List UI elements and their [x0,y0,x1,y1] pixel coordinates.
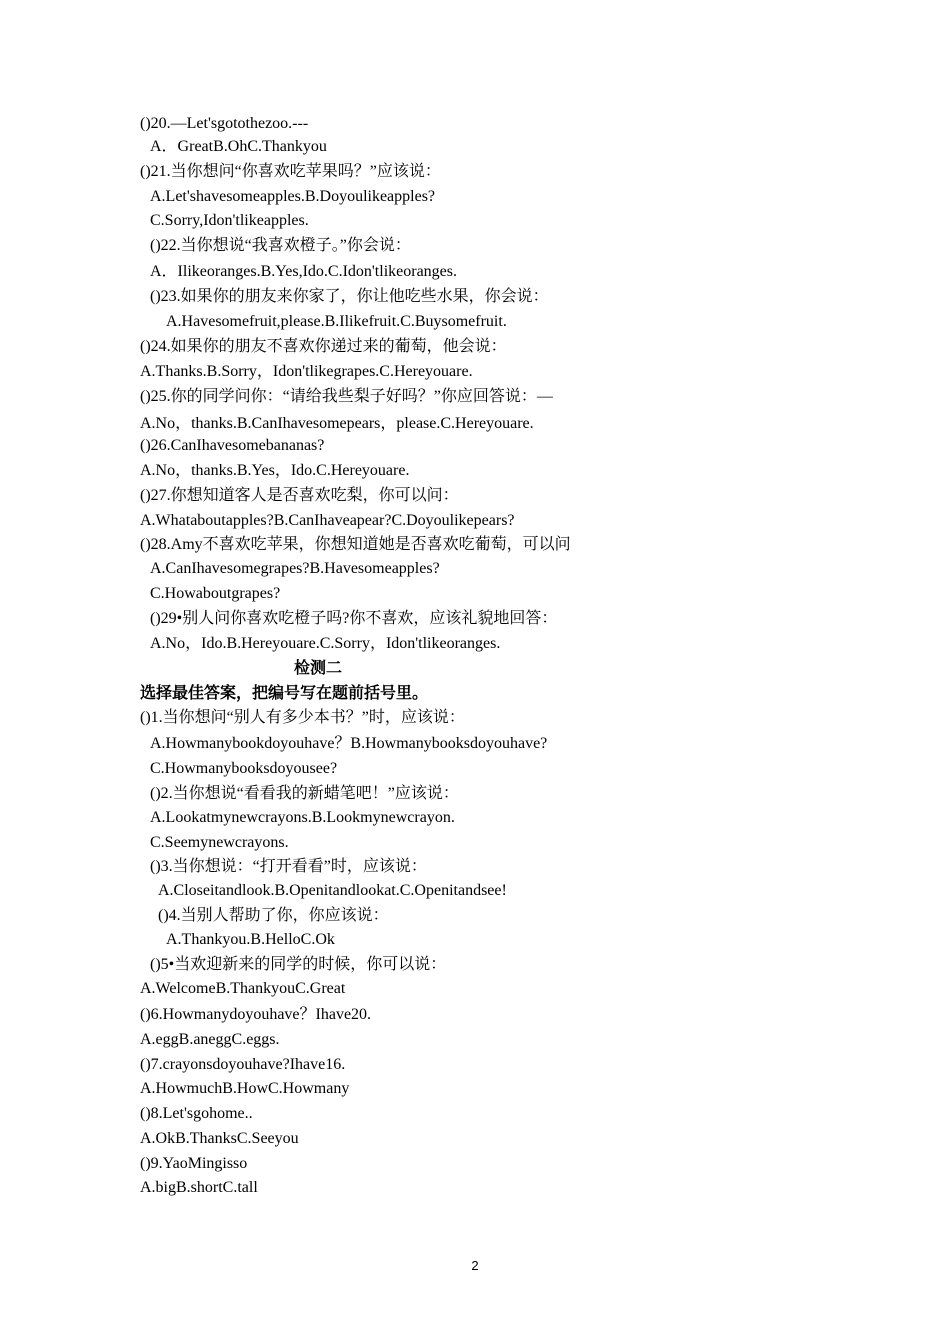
question-2: ()2.当你想说“看看我的新蜡笔吧！”应该说： [150,785,459,802]
question-22: ()22.当你想说“我喜欢橙子。”你会说： [150,237,411,254]
question-28: ()28.Amy不喜欢吃苹果，你想知道她是否喜欢吃葡萄，可以问 [140,536,571,553]
options-22: A．Ilikeoranges.B.Yes,Ido.C.Idon'tlikeoranges. [150,263,457,280]
question-26: ()26.CanIhavesomebananas? [140,437,325,454]
question-27: ()27.你想知道客人是否喜欢吃梨，你可以问： [140,487,459,504]
options-9: A.bigB.shortC.tall [140,1179,258,1196]
question-29: ()29•别人问你喜欢吃橙子吗?你不喜欢，应该礼貌地回答： [150,610,558,627]
options-3: A.Closeitandlook.B.Openitandlookat.C.Openitandsee! [158,882,507,899]
options-27: A.Whataboutapples?B.CanIhaveapear?C.Doyoulikepears? [140,512,515,529]
question-23: ()23.如果你的朋友来你家了，你让他吃些水果，你会说： [150,288,549,305]
options-29: A.No，Ido.B.Hereyouare.C.Sorry，Idon'tlikeoranges. [150,635,501,652]
options-25: A.No，thanks.B.CanIhavesomepears，please.C.Hereyouare. [140,415,534,432]
options-4: A.Thankyou.B.HelloC.Ok [166,931,335,948]
options-6: A.eggB.aneggC.eggs. [140,1031,280,1048]
question-8: ()8.Let'sgohome.. [140,1105,253,1122]
options-24: A.Thanks.B.Sorry，Idon'tlikegrapes.C.Hereyouare. [140,363,473,380]
options-28-ab: A.CanIhavesomegrapes?B.Havesomeapples? [150,560,440,577]
options-28-c: C.Howaboutgrapes? [150,585,281,602]
section-title: 检测二 [294,660,343,677]
options-23: A.Havesomefruit,please.B.Ilikefruit.C.Buysomefruit. [166,313,507,330]
question-5: ()5•当欢迎新来的同学的时候，你可以说： [150,956,447,973]
page-number: 2 [471,1258,479,1273]
options-2-ab: A.Lookatmynewcrayons.B.Lookmynewcrayon. [150,809,455,826]
question-20: ()20.—Let'sgotothezoo.--- [140,115,309,132]
question-4: ()4.当别人帮助了你，你应该说： [158,907,389,924]
options-7: A.HowmuchB.HowC.Howmany [140,1080,350,1097]
question-21: ()21.当你想问“你喜欢吃苹果吗？”应该说： [140,163,441,180]
options-21-ab: A.Let'shavesomeapples.B.Doyoulikeapples? [150,188,436,205]
question-25: ()25.你的同学问你：“请给我些梨子好吗？”你应回答说：— [140,388,553,405]
options-1-ab: A.Howmanybookdoyouhave？B.Howmanybooksdoyouhave? [150,735,548,752]
options-20: A．GreatB.OhC.Thankyou [150,138,327,155]
question-24: ()24.如果你的朋友不喜欢你递过来的葡萄，他会说： [140,338,507,355]
options-1-c: C.Howmanybooksdoyousee? [150,760,338,777]
options-8: A.OkB.ThanksC.Seeyou [140,1130,299,1147]
question-6: ()6.Howmanydoyouhave？Ihave20. [140,1006,372,1023]
question-7: ()7.crayonsdoyouhave?Ihave16. [140,1056,346,1073]
question-3: ()3.当你想说：“打开看看”时，应该说： [150,858,427,875]
question-9: ()9.YaoMingisso [140,1155,248,1172]
options-2-c: C.Seemynewcrayons. [150,834,289,851]
options-21-c: C.Sorry,Idon'tlikeapples. [150,212,309,229]
section-instructions: 选择最佳答案，把编号写在题前括号里。 [140,685,429,702]
question-1: ()1.当你想问“别人有多少本书？”时，应该说： [140,709,465,726]
options-5: A.WelcomeB.ThankyouC.Great [140,980,346,997]
options-26: A.No，thanks.B.Yes，Ido.C.Hereyouare. [140,462,410,479]
